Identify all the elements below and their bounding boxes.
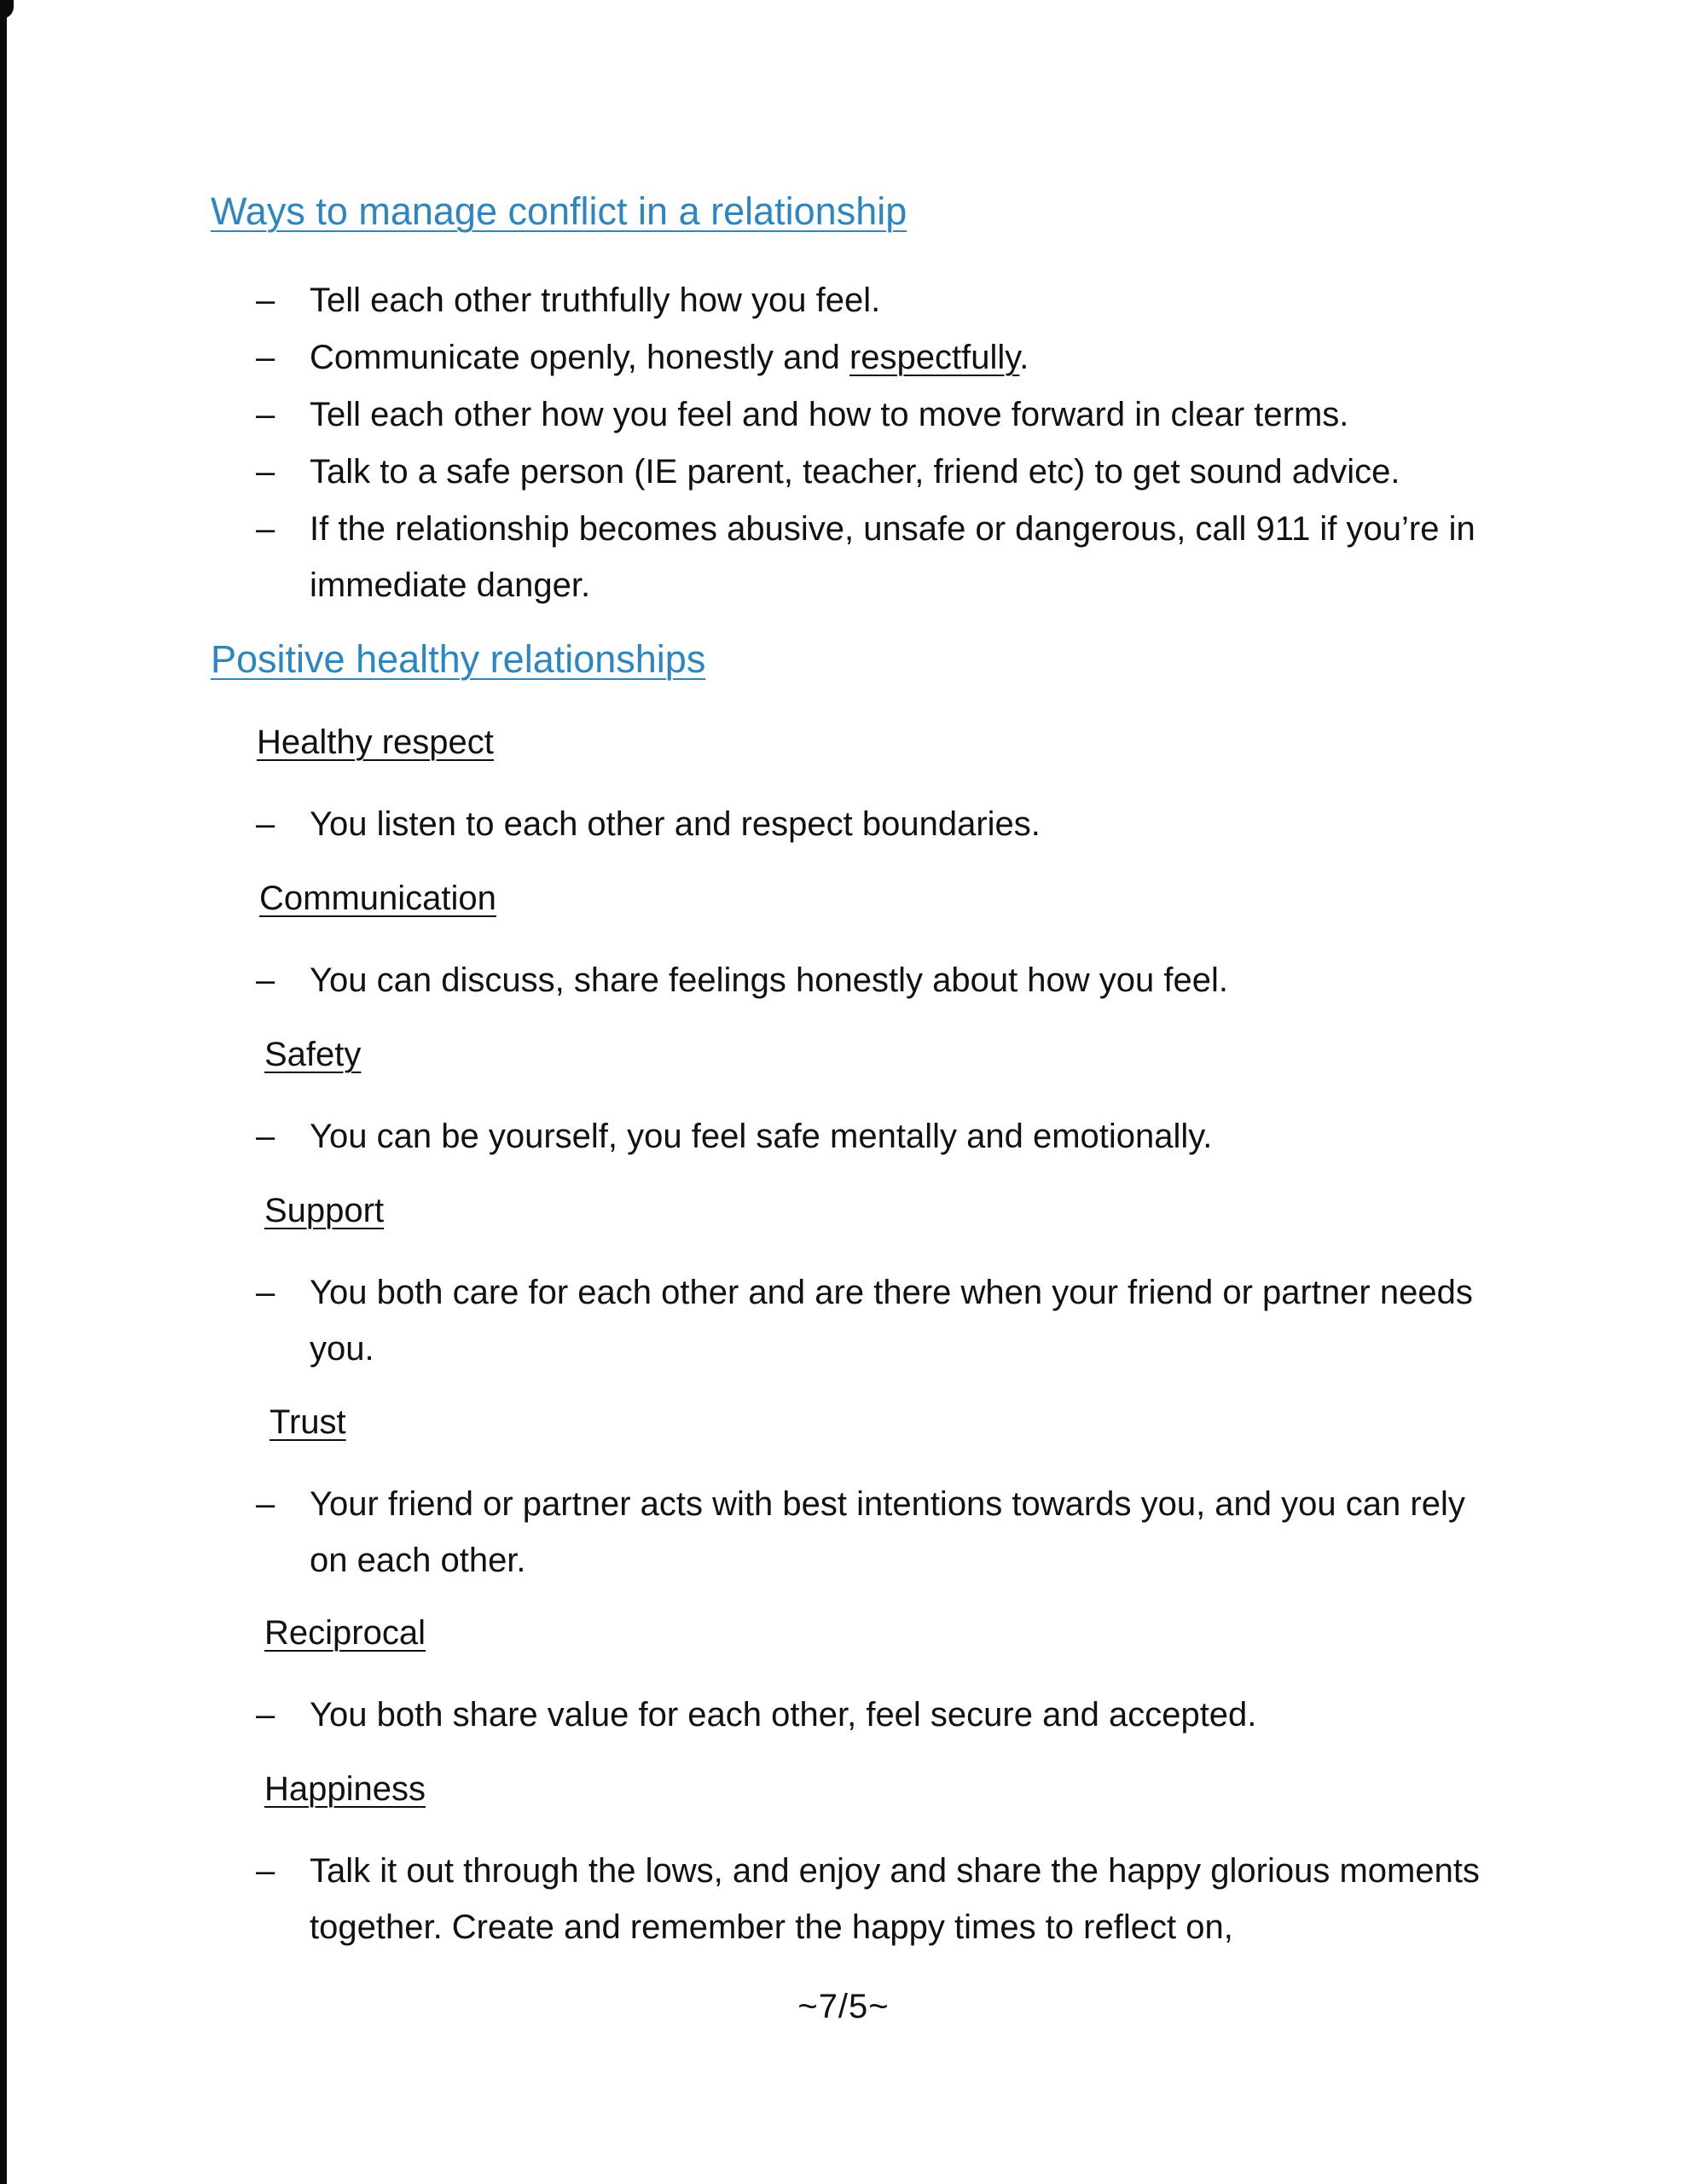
subheading-trust: Trust: [270, 1403, 346, 1441]
list-item: [256, 329, 1518, 386]
list-item-text: You can be yourself, you feel safe mentally and emotionally.: [310, 1118, 1213, 1155]
list-item: [256, 272, 1518, 328]
subheading-communication: Communication: [259, 880, 496, 917]
heading-manage-conflict: Ways to manage conflict in a relationship: [211, 189, 907, 233]
dash-bullet: –: [256, 339, 275, 376]
list-item-text: Your friend or partner acts with best intentions towards you, and you can rely on each other.: [310, 1485, 1465, 1579]
heading-positive-relationships: Positive healthy relationships: [211, 637, 706, 681]
dash-bullet: –: [256, 805, 275, 843]
list-item: [256, 444, 1518, 500]
list-item-text: Tell each other truthfully how you feel.: [310, 282, 881, 319]
list-item: [256, 952, 1518, 1008]
list-item-text: You both share value for each other, feel secure and accepted.: [310, 1696, 1257, 1734]
list-item: [256, 796, 1518, 852]
subheading-safety: Safety: [264, 1036, 362, 1073]
list-item-text: Tell each other how you feel and how to move forward in clear terms.: [310, 396, 1349, 433]
list-item-text: You both care for each other and are there when your friend or partner needs you.: [310, 1274, 1473, 1368]
list-item-text-start: Communicate openly, honestly and: [310, 339, 849, 376]
list-item: [256, 1108, 1518, 1165]
subheading-reciprocal: Reciprocal: [264, 1614, 426, 1652]
list-item: [256, 1264, 1501, 1377]
dash-bullet: –: [256, 1485, 275, 1523]
dash-bullet: –: [256, 1852, 275, 1890]
list-item-text: [310, 329, 1518, 386]
dash-bullet: –: [256, 1696, 275, 1734]
page-number: ~7/5~: [797, 1988, 890, 2025]
dash-bullet: –: [256, 396, 275, 433]
dash-bullet: –: [256, 510, 275, 548]
list-item-text: You can discuss, share feelings honestly about how you feel.: [310, 961, 1228, 999]
dash-bullet: –: [256, 961, 275, 999]
list-item: [256, 1843, 1501, 1955]
subheading-healthy-respect: Healthy respect: [257, 723, 494, 761]
dash-bullet: –: [256, 1118, 275, 1155]
list-item: [256, 1687, 1518, 1743]
list-item-text: You listen to each other and respect boundaries.: [310, 805, 1041, 843]
dash-bullet: –: [256, 453, 275, 491]
list-item-text-end: .: [1019, 339, 1029, 376]
list-item-text: Talk to a safe person (IE parent, teacher, friend etc) to get sound advice.: [310, 453, 1400, 491]
list-item: [256, 1476, 1493, 1589]
dash-bullet: –: [256, 282, 275, 319]
list-item-text: If the relationship becomes abusive, unsafe or dangerous, call 911 if you’re in immediate danger.: [310, 510, 1475, 604]
list-item: [256, 386, 1518, 443]
list-item: [256, 501, 1493, 613]
list-item-text: Talk it out through the lows, and enjoy and share the happy glorious moments together. Create and remember the happy times to reflect on,: [310, 1852, 1480, 1946]
subheading-support: Support: [264, 1192, 385, 1229]
dash-bullet: –: [256, 1274, 275, 1311]
underlined-word: respectfully: [849, 339, 1020, 376]
subheading-happiness: Happiness: [264, 1770, 426, 1808]
